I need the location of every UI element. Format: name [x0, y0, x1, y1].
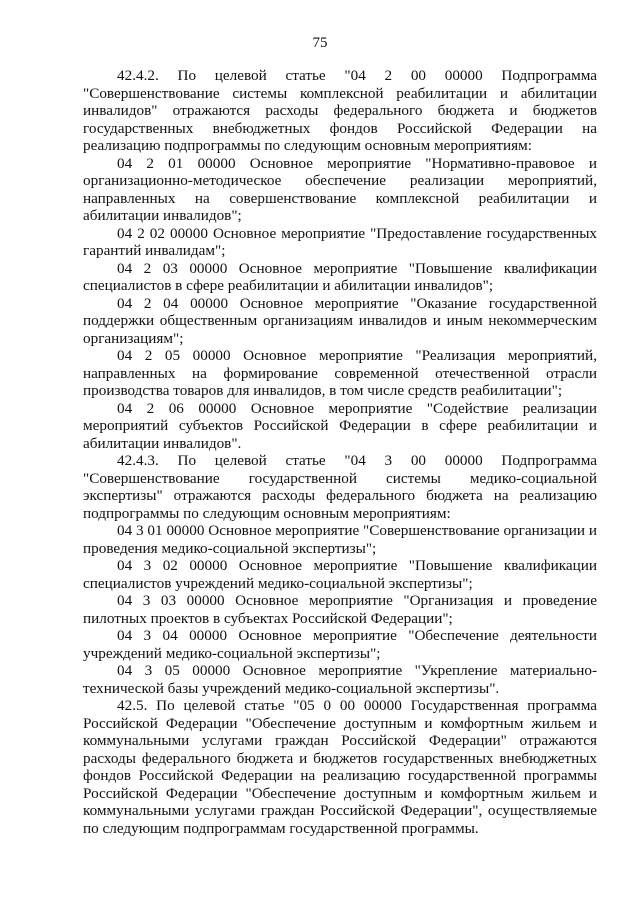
paragraph-04-3-02: 04 3 02 00000 Основное мероприятие "Повышение квалификации специалистов учреждений медико-социальной экспертизы"; [83, 557, 597, 592]
paragraph-04-3-05: 04 3 05 00000 Основное мероприятие "Укрепление материально-технической базы учреждений медико-социальной экспертизы". [83, 662, 597, 697]
paragraph-42-5: 42.5. По целевой статье "05 0 00 00000 Государственная программа Российской Федерации "Обеспечение доступным и комфортным жильем и коммунальными услугами граждан Российской Федерации" отражаются расходы федерального бюджета и бюджетов государственных внебюджетных фондов Российской Федерации на реализацию государственной программы Российской Федерации "Обеспечение доступным и комфортным жильем и коммунальными услугами граждан Российской Федерации", осуществляемые по следующим подпрограммам государственной программы. [83, 697, 597, 837]
paragraph-42-4-2: 42.4.2. По целевой статье "04 2 00 00000 Подпрограмма "Совершенствование системы комплексной реабилитации и абилитации инвалидов" отражаются расходы федерального бюджета и бюджетов государственных внебюджетных фондов Российской Федерации на реализацию подпрограммы по следующим основным мероприятиям: [83, 67, 597, 154]
paragraph-04-2-06: 04 2 06 00000 Основное мероприятие "Содействие реализации мероприятий субъектов Российской Федерации в сфере реабилитации и абилитации инвалидов". [83, 399, 597, 452]
paragraph-04-3-04: 04 3 04 00000 Основное мероприятие "Обеспечение деятельности учреждений медико-социальной экспертизы"; [83, 627, 597, 662]
paragraph-42-4-3: 42.4.3. По целевой статье "04 3 00 00000 Подпрограмма "Совершенствование государственной системы медико-социальной экспертизы" отражаются расходы федерального бюджета на реализацию подпрограммы по следующим основным мероприятиям: [83, 452, 597, 522]
paragraph-04-3-01: 04 3 01 00000 Основное мероприятие "Совершенствование организации и проведения медико-социальной экспертизы"; [83, 522, 597, 557]
document-body [83, 67, 597, 837]
paragraph-04-2-05: 04 2 05 00000 Основное мероприятие "Реализация мероприятий, направленных на формирование современной отечественной отрасли производства товаров для инвалидов, в том числе средств реабилитации"; [83, 347, 597, 399]
paragraph-04-2-01: 04 2 01 00000 Основное мероприятие "Нормативно-правовое и организационно-методическое обеспечение реализации мероприятий, направленных на совершенствование комплексной реабилитации и абилитации инвалидов"; [83, 154, 597, 224]
paragraph-04-3-03: 04 3 03 00000 Основное мероприятие "Организация и проведение пилотных проектов в субъектах Российской Федерации"; [83, 592, 597, 627]
paragraph-04-2-02: 04 2 02 00000 Основное мероприятие "Предоставление государственных гарантий инвалидам"; [83, 224, 597, 259]
page-number: 75 [312, 35, 328, 51]
paragraph-04-2-03: 04 2 03 00000 Основное мероприятие "Повышение квалификации специалистов в сфере реабилитации и абилитации инвалидов"; [83, 259, 597, 294]
paragraph-04-2-04: 04 2 04 00000 Основное мероприятие "Оказание государственной поддержки общественным организациям инвалидов и иным некоммерческим организациям"; [83, 294, 597, 347]
